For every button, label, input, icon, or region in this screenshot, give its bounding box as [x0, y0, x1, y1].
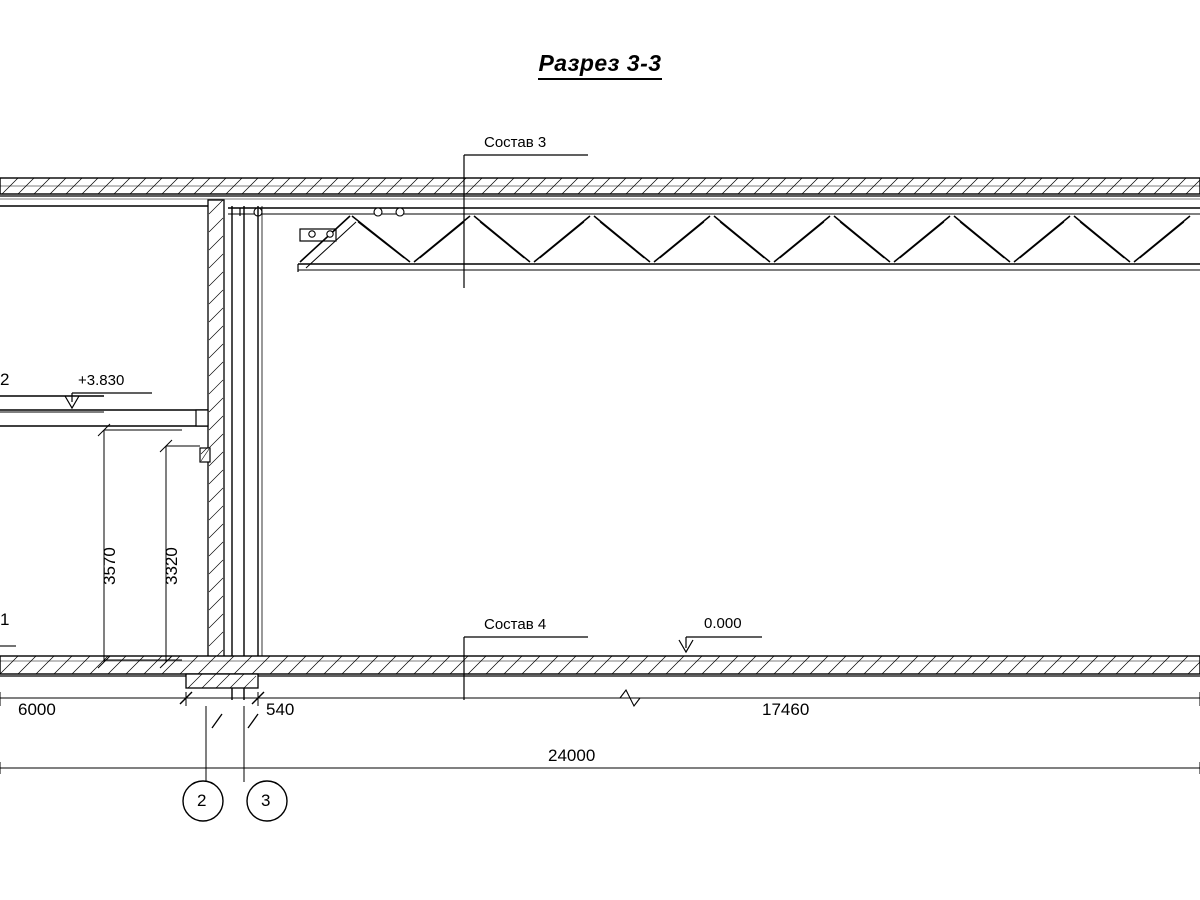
- callout-sostav-3: Состав 3: [484, 134, 547, 151]
- horizontal-dimension-lines: [0, 692, 1200, 782]
- level-mark-0000: 0.000: [704, 615, 742, 632]
- axis-bubble-label-2: 2: [197, 791, 207, 810]
- left-structure: [0, 200, 224, 670]
- level-mark-plus-3830: +3.830: [78, 372, 125, 389]
- horizontal-dimension-6000: 6000: [18, 700, 56, 719]
- vertical-dimension-3570: 3570: [100, 547, 119, 585]
- callout-sostav-4: Состав 4: [484, 616, 547, 633]
- roof-slab: [0, 178, 1200, 199]
- vertical-dimension-3320: 3320: [162, 547, 181, 585]
- horizontal-dimension-17460: 17460: [762, 700, 810, 719]
- edge-label-top: 2: [0, 370, 10, 389]
- left-edge-leaders: [0, 396, 28, 646]
- horizontal-dimension-540: 540: [266, 700, 295, 719]
- edge-label-bottom: 1: [0, 610, 10, 629]
- horizontal-dimension-total-24000: 24000: [548, 746, 596, 765]
- axis-bubble-label-3: 3: [261, 791, 271, 810]
- level-marks: [65, 393, 762, 652]
- page-title-text: Разрез 3-3: [538, 50, 661, 80]
- vertical-dimension-lines: [98, 424, 200, 668]
